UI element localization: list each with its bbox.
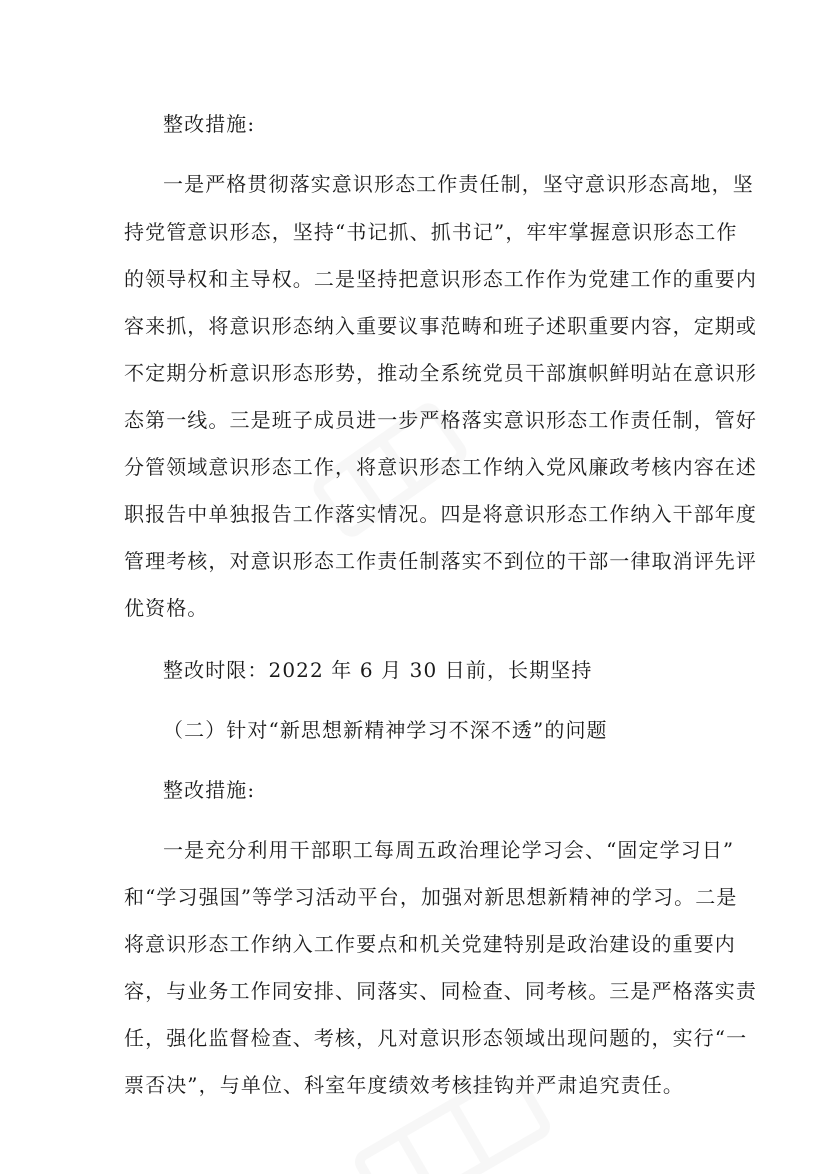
paragraph-line: 态第一线。三是班子成员进一步严格落实意识形态工作责任制，管好 bbox=[124, 408, 757, 432]
paragraph-line: 一是充分利用干部职工每周五政治理论学习会、“固定学习日” bbox=[163, 838, 735, 862]
paragraph-line: 职报告中单独报告工作落实情况。四是将意识形态工作纳入干部年度 bbox=[124, 502, 757, 526]
deadline-line: 整改时限：2022 年 6 月 30 日前，长期坚持 bbox=[163, 658, 593, 682]
measures-heading-1: 整改措施: bbox=[163, 112, 256, 136]
paragraph-line: 优资格。 bbox=[124, 596, 209, 620]
paragraph-line: 的领导权和主导权。二是坚持把意识形态工作作为党建工作的重要内 bbox=[124, 267, 757, 291]
paragraph-line: 将意识形态工作纳入工作要点和机关党建特别是政治建设的重要内 bbox=[124, 932, 736, 956]
paragraph-line: 不定期分析意识形态形势，推动全系统党员干部旗帜鲜明站在意识形 bbox=[124, 361, 757, 385]
paragraph-line: 任，强化监督检查、考核，凡对意识形态领域出现问题的，实行“一 bbox=[124, 1026, 748, 1050]
paragraph-line: 和“学习强国”等学习活动平台，加强对新思想新精神的学习。二是 bbox=[124, 885, 738, 909]
paragraph-line: 管理考核，对意识形态工作责任制落实不到位的干部一律取消评先评 bbox=[124, 549, 757, 573]
section-title: （二）针对“新思想新精神学习不深不透”的问题 bbox=[163, 718, 608, 742]
measures-heading-2: 整改措施: bbox=[163, 778, 256, 802]
paragraph-line: 容来抓，将意识形态纳入重要议事范畴和班子述职重要内容，定期或 bbox=[124, 314, 757, 338]
paragraph-line: 持党管意识形态，坚持“书记抓、抓书记”，牢牢掌握意识形态工作 bbox=[124, 220, 738, 244]
paragraph-line: 分管领域意识形态工作，将意识形态工作纳入党风廉政考核内容在述 bbox=[124, 455, 757, 479]
paragraph-line: 容，与业务工作同安排、同落实、同检查、同考核。三是严格落实责 bbox=[124, 979, 757, 1003]
paragraph-line: 票否决”，与单位、科室年度绩效考核挂钩并严肃追究责任。 bbox=[124, 1073, 684, 1097]
paragraph-line: 一是严格贯彻落实意识形态工作责任制，坚守意识形态高地，坚 bbox=[163, 172, 754, 196]
